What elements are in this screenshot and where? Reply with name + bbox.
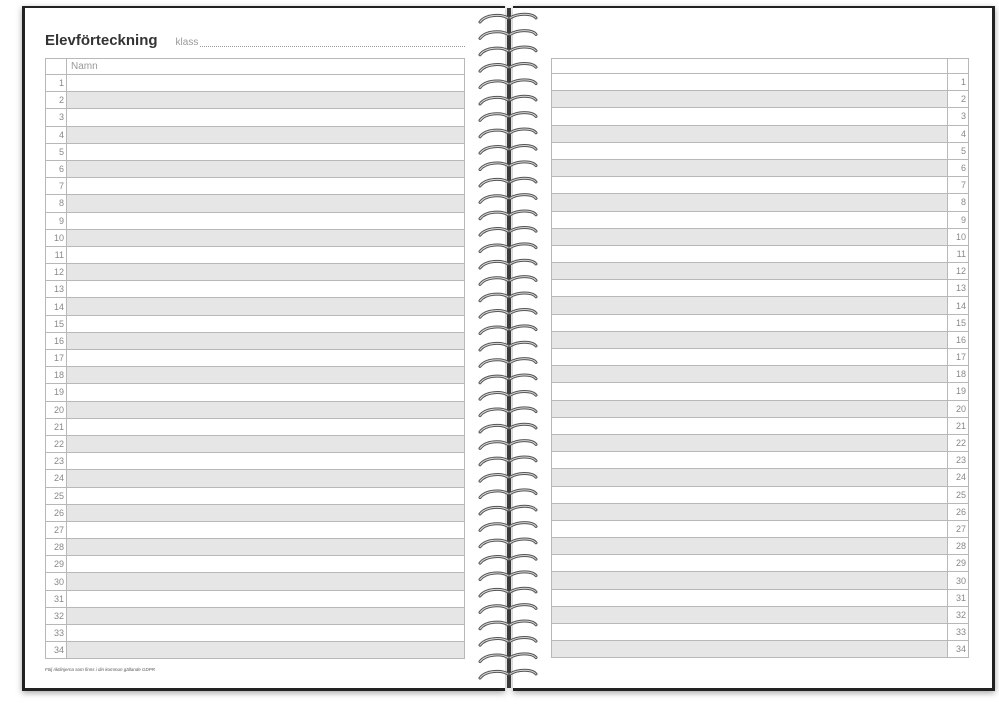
table-row <box>46 315 465 332</box>
spiral-coil <box>480 375 536 383</box>
name-cell[interactable] <box>67 298 465 315</box>
table-row <box>552 125 969 142</box>
name-cell[interactable] <box>67 246 465 263</box>
row-number: 2 <box>948 91 969 108</box>
table-row <box>46 418 465 435</box>
spiral-coil <box>480 309 536 317</box>
table-row <box>46 556 465 573</box>
row-number: 33 <box>46 625 67 642</box>
name-cell[interactable] <box>67 573 465 590</box>
row-number: 29 <box>948 555 969 572</box>
name-cell[interactable] <box>67 418 465 435</box>
row-number: 30 <box>46 573 67 590</box>
spiral-coil <box>480 293 536 301</box>
row-number: 9 <box>46 212 67 229</box>
table-row <box>46 521 465 538</box>
entry-cell[interactable] <box>552 555 948 572</box>
row-number: 1 <box>948 74 969 91</box>
row-number: 4 <box>46 126 67 143</box>
table-row <box>46 264 465 281</box>
number-header-cell <box>46 59 67 75</box>
spiral-binding <box>478 8 540 688</box>
spiral-coil <box>480 277 536 285</box>
table-row <box>552 228 969 245</box>
row-number: 25 <box>46 487 67 504</box>
entry-cell[interactable] <box>552 74 948 91</box>
entry-cell[interactable] <box>552 538 948 555</box>
name-cell[interactable] <box>67 539 465 556</box>
entry-cell[interactable] <box>552 503 948 520</box>
row-number: 7 <box>948 177 969 194</box>
spiral-coil <box>480 441 536 449</box>
entry-cell[interactable] <box>552 91 948 108</box>
table-row <box>46 625 465 642</box>
name-cell[interactable] <box>67 470 465 487</box>
row-number: 21 <box>46 418 67 435</box>
table-row <box>552 263 969 280</box>
row-number: 23 <box>948 452 969 469</box>
entry-cell[interactable] <box>552 469 948 486</box>
spiral-coil <box>480 96 536 104</box>
row-number: 1 <box>46 75 67 92</box>
table-row <box>552 177 969 194</box>
left-page <box>22 6 505 691</box>
table-header-row <box>46 59 465 75</box>
entry-cell[interactable] <box>552 297 948 314</box>
entry-cell[interactable] <box>552 452 948 469</box>
spiral-coil <box>480 31 536 39</box>
entry-cell[interactable] <box>552 349 948 366</box>
table-row <box>46 160 465 177</box>
name-cell[interactable] <box>67 642 465 659</box>
entry-cell[interactable] <box>552 520 948 537</box>
table-row <box>552 159 969 176</box>
spiral-coil <box>480 244 536 252</box>
row-number: 22 <box>948 434 969 451</box>
entry-cell[interactable] <box>552 589 948 606</box>
name-cell[interactable] <box>67 212 465 229</box>
name-cell[interactable] <box>67 350 465 367</box>
spiral-coil <box>480 670 536 678</box>
table-row <box>552 417 969 434</box>
row-number: 6 <box>46 160 67 177</box>
entry-cell[interactable] <box>552 400 948 417</box>
entry-cell[interactable] <box>552 434 948 451</box>
spiral-coil <box>480 506 536 514</box>
name-cell[interactable] <box>67 281 465 298</box>
name-cell[interactable] <box>67 109 465 126</box>
row-number: 22 <box>46 435 67 452</box>
name-cell[interactable] <box>67 143 465 160</box>
entry-cell[interactable] <box>552 108 948 125</box>
right-page <box>513 6 995 691</box>
table-row <box>552 572 969 589</box>
entry-cell[interactable] <box>552 486 948 503</box>
row-number: 14 <box>948 297 969 314</box>
row-number: 14 <box>46 298 67 315</box>
row-number: 5 <box>46 143 67 160</box>
entry-cell[interactable] <box>552 641 948 658</box>
spiral-coil <box>480 113 536 121</box>
table-row <box>46 367 465 384</box>
row-number: 11 <box>948 245 969 262</box>
name-cell[interactable] <box>67 178 465 195</box>
row-number: 6 <box>948 159 969 176</box>
row-number: 17 <box>948 349 969 366</box>
table-row <box>552 434 969 451</box>
table-row <box>552 331 969 348</box>
row-number: 16 <box>46 332 67 349</box>
table-row <box>552 555 969 572</box>
student-roster-table-right <box>551 58 969 658</box>
name-cell[interactable] <box>67 367 465 384</box>
entry-cell[interactable] <box>552 177 948 194</box>
table-row <box>552 366 969 383</box>
row-number: 30 <box>948 572 969 589</box>
name-cell[interactable] <box>67 401 465 418</box>
spiral-coil <box>480 490 536 498</box>
entry-cell[interactable] <box>552 624 948 641</box>
table-row <box>46 435 465 452</box>
row-number: 12 <box>46 264 67 281</box>
name-cell[interactable] <box>67 607 465 624</box>
entry-cell[interactable] <box>552 263 948 280</box>
row-number: 21 <box>948 417 969 434</box>
student-roster-table-left <box>45 58 465 659</box>
spiral-coil <box>480 227 536 235</box>
table-row <box>46 298 465 315</box>
row-number: 10 <box>46 229 67 246</box>
spiral-coil <box>480 359 536 367</box>
entry-cell[interactable] <box>552 383 948 400</box>
table-row <box>46 384 465 401</box>
name-column-header: Namn <box>71 61 98 72</box>
entry-cell[interactable] <box>552 142 948 159</box>
entry-cell[interactable] <box>552 159 948 176</box>
row-number: 28 <box>46 539 67 556</box>
spiral-coil <box>480 523 536 531</box>
table-row <box>46 350 465 367</box>
entry-cell[interactable] <box>552 228 948 245</box>
table-row <box>46 195 465 212</box>
table-row <box>46 470 465 487</box>
name-cell[interactable] <box>67 590 465 607</box>
row-number: 26 <box>948 503 969 520</box>
entry-cell[interactable] <box>552 194 948 211</box>
page-header <box>45 32 465 49</box>
spiral-coil <box>480 408 536 416</box>
table-row <box>46 539 465 556</box>
row-number: 27 <box>46 521 67 538</box>
table-row <box>552 74 969 91</box>
table-row <box>552 194 969 211</box>
spiral-coil <box>480 555 536 563</box>
spiral-coil <box>480 637 536 645</box>
row-number: 13 <box>948 280 969 297</box>
spiral-coil <box>480 424 536 432</box>
table-row <box>46 607 465 624</box>
entry-cell[interactable] <box>552 125 948 142</box>
table-row <box>46 246 465 263</box>
row-number: 20 <box>46 401 67 418</box>
table-row <box>552 245 969 262</box>
row-number: 31 <box>948 589 969 606</box>
row-number: 16 <box>948 331 969 348</box>
row-number: 32 <box>948 606 969 623</box>
table-row <box>552 108 969 125</box>
row-number: 19 <box>948 383 969 400</box>
spiral-coil <box>480 145 536 153</box>
table-row <box>46 143 465 160</box>
table-row <box>552 452 969 469</box>
entry-cell[interactable] <box>552 280 948 297</box>
table-row <box>552 400 969 417</box>
table-row <box>552 91 969 108</box>
row-number: 11 <box>46 246 67 263</box>
klass-label: klass <box>175 37 199 48</box>
entry-cell[interactable] <box>552 366 948 383</box>
row-number: 31 <box>46 590 67 607</box>
spiral-coil <box>480 211 536 219</box>
name-cell[interactable] <box>67 195 465 212</box>
row-number: 34 <box>948 641 969 658</box>
spiral-coil <box>480 63 536 71</box>
row-number: 26 <box>46 504 67 521</box>
spiral-coil <box>480 162 536 170</box>
row-number: 9 <box>948 211 969 228</box>
row-number: 5 <box>948 142 969 159</box>
row-number: 28 <box>948 538 969 555</box>
spiral-coil <box>480 195 536 203</box>
name-cell[interactable] <box>67 332 465 349</box>
table-row <box>552 349 969 366</box>
entry-cell[interactable] <box>552 211 948 228</box>
table-row <box>46 212 465 229</box>
row-number: 4 <box>948 125 969 142</box>
table-row <box>46 332 465 349</box>
table-row <box>46 453 465 470</box>
spiral-coil <box>480 473 536 481</box>
gdpr-footer-note: Följ riktlinjerna som finns i din kommun gällande GDPR <box>45 667 156 672</box>
table-row <box>552 520 969 537</box>
row-number: 29 <box>46 556 67 573</box>
row-number: 7 <box>46 178 67 195</box>
row-number: 8 <box>46 195 67 212</box>
table-row <box>46 642 465 659</box>
name-cell[interactable] <box>67 384 465 401</box>
spiral-coil <box>480 47 536 55</box>
spiral-coil <box>480 539 536 547</box>
row-number: 17 <box>46 350 67 367</box>
table-row <box>552 297 969 314</box>
table-row <box>552 211 969 228</box>
table-row <box>552 142 969 159</box>
row-number: 24 <box>948 469 969 486</box>
entry-cell[interactable] <box>552 314 948 331</box>
name-cell[interactable] <box>67 625 465 642</box>
table-row <box>46 401 465 418</box>
row-number: 24 <box>46 470 67 487</box>
blank-header-cell <box>552 59 948 74</box>
row-number: 15 <box>46 315 67 332</box>
row-number: 2 <box>46 92 67 109</box>
row-number: 23 <box>46 453 67 470</box>
entry-cell[interactable] <box>552 417 948 434</box>
row-number: 8 <box>948 194 969 211</box>
entry-cell[interactable] <box>552 606 948 623</box>
table-row <box>46 178 465 195</box>
table-row <box>46 75 465 92</box>
name-cell[interactable] <box>67 504 465 521</box>
table-row <box>46 109 465 126</box>
row-number: 19 <box>46 384 67 401</box>
table-row <box>46 92 465 109</box>
number-header-cell <box>948 59 969 74</box>
spiral-coil <box>480 178 536 186</box>
row-number: 10 <box>948 228 969 245</box>
table-row <box>552 469 969 486</box>
table-row <box>552 538 969 555</box>
row-number: 12 <box>948 263 969 280</box>
entry-cell[interactable] <box>552 245 948 262</box>
table-row <box>552 641 969 658</box>
name-cell[interactable] <box>67 487 465 504</box>
table-row <box>46 573 465 590</box>
spiral-coil <box>480 260 536 268</box>
name-cell[interactable] <box>67 160 465 177</box>
table-row <box>46 504 465 521</box>
table-header-row <box>552 59 969 74</box>
table-row <box>552 486 969 503</box>
spiral-coil <box>480 129 536 137</box>
name-cell[interactable] <box>67 435 465 452</box>
name-cell[interactable] <box>67 126 465 143</box>
spiral-coil <box>480 14 536 22</box>
spiral-coil <box>480 391 536 399</box>
row-number: 18 <box>948 366 969 383</box>
klass-field-line[interactable] <box>200 36 465 47</box>
table-row <box>552 280 969 297</box>
table-row <box>46 487 465 504</box>
spiral-coil <box>480 588 536 596</box>
spiral-coil <box>480 326 536 334</box>
row-number: 20 <box>948 400 969 417</box>
spiral-coil <box>480 572 536 580</box>
spiral-coil <box>480 654 536 662</box>
name-cell[interactable] <box>67 315 465 332</box>
name-cell[interactable] <box>67 92 465 109</box>
name-cell[interactable] <box>67 75 465 92</box>
table-row <box>552 314 969 331</box>
row-number: 33 <box>948 624 969 641</box>
row-number: 27 <box>948 520 969 537</box>
name-cell[interactable] <box>67 453 465 470</box>
table-row <box>552 606 969 623</box>
row-number: 34 <box>46 642 67 659</box>
spiral-coil <box>480 605 536 613</box>
row-number: 18 <box>46 367 67 384</box>
entry-cell[interactable] <box>552 331 948 348</box>
entry-cell[interactable] <box>552 572 948 589</box>
table-row <box>46 229 465 246</box>
table-row <box>552 624 969 641</box>
table-row <box>552 503 969 520</box>
spiral-coil <box>480 80 536 88</box>
spiral-coil <box>480 621 536 629</box>
row-number: 13 <box>46 281 67 298</box>
name-header-cell <box>67 59 465 75</box>
table-row <box>46 281 465 298</box>
spiral-coil <box>480 342 536 350</box>
page-title: Elevförteckning <box>45 32 158 49</box>
name-cell[interactable] <box>67 556 465 573</box>
row-number: 3 <box>948 108 969 125</box>
name-cell[interactable] <box>67 264 465 281</box>
spiral-coil <box>480 457 536 465</box>
table-row <box>552 383 969 400</box>
row-number: 25 <box>948 486 969 503</box>
table-row <box>552 589 969 606</box>
row-number: 3 <box>46 109 67 126</box>
table-row <box>46 590 465 607</box>
name-cell[interactable] <box>67 229 465 246</box>
table-row <box>46 126 465 143</box>
row-number: 15 <box>948 314 969 331</box>
row-number: 32 <box>46 607 67 624</box>
name-cell[interactable] <box>67 521 465 538</box>
